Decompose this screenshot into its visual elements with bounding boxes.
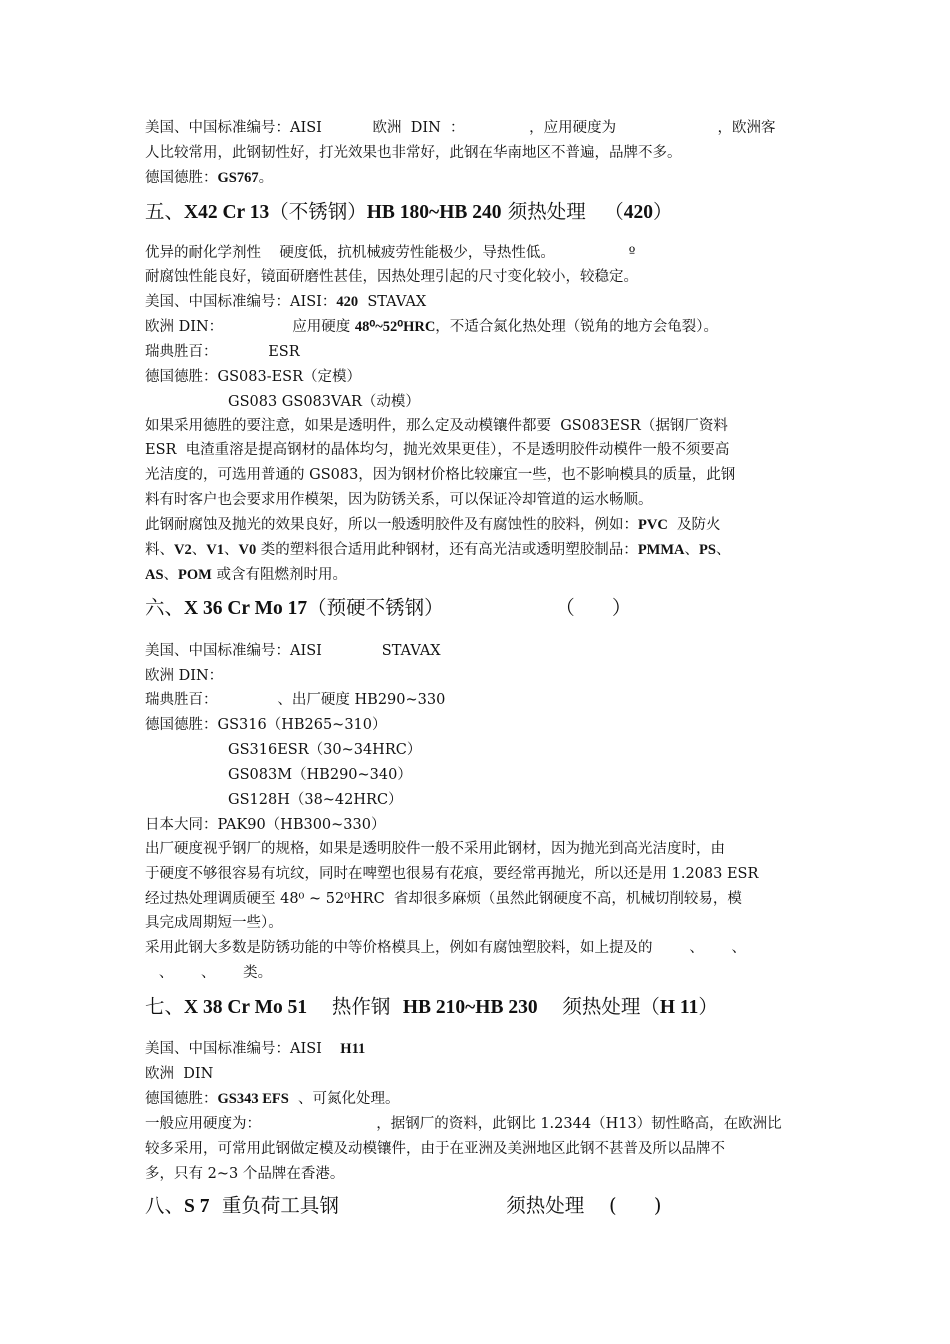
text-line — [145, 513, 721, 537]
text-span: 。 — [258, 170, 274, 186]
steel-grade: GS767 — [217, 170, 259, 186]
text-span: 美国、中国标准编号：AISI： — [145, 294, 337, 310]
steel-grade: 420 — [336, 294, 359, 310]
text-line — [145, 563, 347, 587]
section-heading-7 — [145, 992, 718, 1023]
heading-grade: X42 Cr 13 — [184, 202, 270, 223]
heading-text: 须热处理 （ — [501, 200, 624, 223]
heading-text: （预硬不锈钢） （ ） — [307, 596, 632, 619]
material-name: V0 — [238, 542, 257, 558]
text-span: 欧洲 DIN： 应用硬度 — [145, 319, 355, 335]
text-line: 人比较常用，此钢韧性好，打光效果也非常好，此钢在华南地区不普遍，品牌不多。 — [145, 145, 682, 161]
heading-grade: X 36 Cr Mo 17 — [184, 598, 308, 619]
text-span: 及防火 — [667, 517, 721, 533]
text-span: 或含有阻燃剂时用。 — [211, 567, 347, 583]
text-line: 一般应用硬度为： ，据钢厂的资料，此钢比 1.2344（H13）韧性略高，在欧洲比 — [145, 1116, 782, 1132]
heading-hardness: HB 180~HB 240 — [366, 202, 502, 223]
text-span: 料、 — [145, 542, 174, 558]
text-line: 具完成周期短一些）。 — [145, 915, 283, 931]
text-line — [145, 1037, 365, 1061]
heading-text: ） — [698, 995, 718, 1018]
text-line: ESR 电渣重溶是提高钢材的晶体均匀，抛光效果更佳），不是透明胶件动模件一般不须要高 — [145, 442, 730, 458]
text-line — [145, 1087, 400, 1111]
text-line: GS128H（38~42HRC） — [228, 792, 403, 808]
text-span: 德国德胜： — [145, 170, 218, 186]
hardness-value: 48⁰~52⁰HRC — [354, 319, 436, 335]
text-line: GS316ESR（30~34HRC） — [228, 742, 422, 758]
heading-hardness: HB 210~HB 230 — [402, 997, 538, 1018]
text-line: 较多采用，可常用此钢做定模及动模镶件，由于在亚洲及美洲地区此钢不甚普及所以品牌不 — [145, 1141, 725, 1157]
text-span: 美国、中国标准编号：AISI — [145, 1041, 341, 1057]
heading-code: H 11 — [659, 997, 699, 1018]
text-line: 多，只有 2~3 个品牌在香港。 — [145, 1166, 345, 1182]
section-heading-5 — [145, 197, 673, 228]
text-line: 欧洲 DIN — [145, 1066, 214, 1082]
text-span: 德国德胜： — [145, 1091, 218, 1107]
heading-grade: S 7 — [184, 1196, 210, 1217]
text-line: 光洁度的，可选用普通的 GS083，因为钢材价格比较廉宜一些，也不影响模具的质量，此钢 — [145, 467, 736, 483]
material-name: V1 — [206, 542, 224, 558]
text-line: 于硬度不够很容易有坑纹，同时在啤塑也很易有花痕，要经常再抛光，所以还是用 1.2083 ESR — [145, 866, 759, 882]
text-line: GS083M（HB290~340） — [228, 767, 412, 783]
text-span: 、 — [163, 567, 179, 583]
section-heading-6 — [145, 593, 631, 624]
material-name: PS — [699, 542, 716, 558]
text-line: 如果采用德胜的要注意，如果是透明件，那么定及动模镶件都要 GS083ESR（据钢厂资料 — [145, 418, 728, 434]
text-line — [145, 290, 426, 314]
text-line: 美国、中国标准编号：AISI STAVAX — [145, 643, 441, 659]
text-line — [145, 315, 718, 339]
steel-grade: GS343 EFS — [217, 1091, 289, 1107]
text-line: GS083 GS083VAR（动模） — [228, 394, 420, 410]
text-line: 德国德胜：GS316（HB265~310） — [145, 717, 387, 733]
heading-text: 须热处理（ — [537, 995, 660, 1018]
text-line: 瑞典胜百： ESR — [145, 344, 300, 360]
material-name: PMMA — [637, 542, 685, 558]
text-span: 、 — [191, 542, 207, 558]
text-span: ，不适合氮化热处理（锐角的地方会龟裂）。 — [435, 319, 719, 335]
text-span: 、 — [684, 542, 700, 558]
text-span: 此钢耐腐蚀及抛光的效果良好，所以一般透明胶件及有腐蚀性的胶料，例如： — [145, 517, 638, 533]
text-line: 料有时客户也会要求用作模架，因为防锈关系，可以保证冷却管道的运水畅顺。 — [145, 492, 653, 508]
text-line: 、 、 类。 — [145, 965, 273, 981]
material-name: POM — [178, 567, 212, 583]
text-line: 日本大同：PAK90（HB300~330） — [145, 817, 386, 833]
steel-grade: H11 — [340, 1041, 366, 1057]
text-line: 耐腐蚀性能良好，镜面研磨性甚佳，因热处理引起的尺寸变化较小，较稳定。 — [145, 269, 638, 285]
text-span: 、 — [223, 542, 239, 558]
heading-code: 420 — [623, 202, 654, 223]
heading-number: 七、 — [145, 995, 185, 1018]
text-line: 采用此钢大多数是防锈功能的中等价格模具上，例如有腐蚀塑胶料，如上提及的 、 、 — [145, 940, 747, 956]
heading-text: 重负荷工具钢 须热处理 ( ) — [209, 1194, 662, 1217]
text-line: 欧洲 DIN： — [145, 668, 224, 684]
text-span: 、可氮化处理。 — [288, 1091, 400, 1107]
heading-number: 六、 — [145, 596, 185, 619]
heading-grade: X 38 Cr Mo 51 — [184, 997, 308, 1018]
text-line — [145, 166, 273, 190]
material-name: PVC — [638, 517, 668, 533]
text-span: 类的塑料很合适用此种钢材，还有高光洁或透明塑胶制品： — [256, 542, 638, 558]
section-heading-8 — [145, 1191, 661, 1222]
text-line: 德国德胜：GS083-ESR（定模） — [145, 369, 362, 385]
text-line: 瑞典胜百： 、出厂硬度 HB290~330 — [145, 692, 446, 708]
heading-number: 五、 — [145, 200, 185, 223]
heading-number: 八、 — [145, 1194, 185, 1217]
text-line: 经过热处理调质硬至 48⁰ ~ 52⁰HRC 省却很多麻烦（虽然此钢硬度不高，机械切削较易，模 — [145, 891, 742, 907]
text-span: 、 — [715, 542, 731, 558]
heading-text: ） — [653, 200, 673, 223]
text-line: 优异的耐化学剂性 硬度低，抗机械疲劳性能极少，导热性低。 º — [145, 245, 636, 261]
text-line — [145, 538, 730, 562]
text-span: STAVAX — [358, 294, 427, 310]
text-line: 出厂硬度视乎钢厂的规格，如果是透明胶件一般不采用此钢材，因为抛光到高光洁度时，由 — [145, 841, 725, 857]
material-name: AS — [145, 567, 164, 583]
heading-text: 热作钢 — [307, 995, 403, 1018]
heading-text: （不锈钢） — [269, 200, 367, 223]
material-name: V2 — [174, 542, 192, 558]
text-line: 美国、中国标准编号：AISI 欧洲 DIN ： ，应用硬度为 ，欧洲客 — [145, 120, 776, 136]
